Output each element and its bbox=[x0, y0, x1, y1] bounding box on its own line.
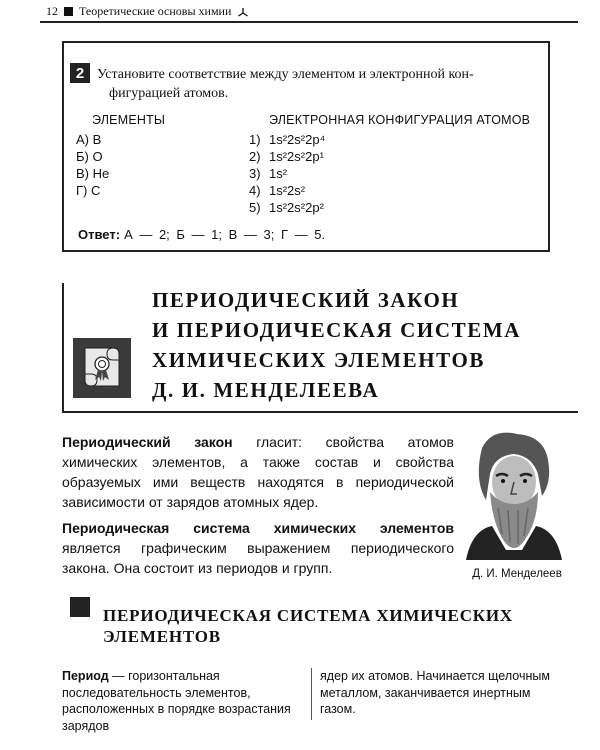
chapter-title-line: ХИМИЧЕСКИХ ЭЛЕМЕНТОВ bbox=[152, 348, 486, 372]
configs-list bbox=[249, 131, 325, 216]
square-bullet-icon bbox=[64, 7, 73, 16]
mendeleev-portrait bbox=[462, 430, 564, 560]
running-head-title: Теоретические основы химии bbox=[79, 4, 232, 18]
running-head bbox=[46, 4, 249, 19]
chapter-title bbox=[152, 285, 521, 405]
paragraph-periodic-law bbox=[62, 432, 454, 512]
task-prompt-line2: фигурацией атомов. bbox=[109, 86, 229, 101]
chapter-title-line: И ПЕРИОДИЧЕСКАЯ СИСТЕМА bbox=[152, 318, 522, 342]
paragraph-periodic-table-text: является графическим выражением периодического закона. Она состоит из периодов и групп. bbox=[62, 540, 454, 576]
elements-header: ЭЛЕМЕНТЫ bbox=[92, 113, 166, 127]
config-item bbox=[249, 165, 325, 182]
config-num: 3) bbox=[249, 166, 261, 181]
chapter-title-line: ПЕРИОДИЧЕСКИЙ ЗАКОН bbox=[152, 288, 460, 312]
term-period: Период bbox=[62, 669, 109, 683]
chapter-title-line: Д. И. МЕНДЕЛЕЕВА bbox=[152, 378, 380, 402]
column-left bbox=[62, 668, 308, 734]
element-item: Г) C bbox=[76, 183, 101, 198]
config-item bbox=[249, 131, 325, 148]
config-item bbox=[249, 148, 325, 165]
element-item: В) He bbox=[76, 166, 110, 181]
top-rule bbox=[40, 21, 578, 23]
term-periodic-table: Периодическая система химических элементов bbox=[62, 520, 454, 536]
paragraph-periodic-law-text: гласит: свойства атомов химических элементов, а также состав и свойства образуемых ими веществ находятся в периодической зависимости от зарядов атомных ядер. bbox=[62, 434, 454, 510]
config-formula: 1s²2s²2p² bbox=[269, 200, 324, 215]
task-prompt bbox=[97, 65, 543, 103]
portrait-caption: Д. И. Менделеев bbox=[472, 568, 562, 580]
element-item: Б) O bbox=[76, 149, 103, 164]
section-title bbox=[103, 605, 513, 647]
elements-list bbox=[76, 131, 109, 199]
config-item bbox=[249, 199, 325, 216]
molecule-icon bbox=[237, 7, 249, 17]
column-left-text: — горизонтальная последовательность элементов, расположенных в порядке возрастания зарядов bbox=[62, 669, 291, 733]
config-item bbox=[249, 182, 325, 199]
answer-text: А — 2; Б — 1; В — 3; Г — 5. bbox=[124, 227, 326, 242]
section-title-line: ЭЛЕМЕНТОВ bbox=[103, 627, 221, 646]
answer bbox=[78, 227, 325, 242]
element-item: А) B bbox=[76, 132, 102, 147]
task-prompt-line1: Установите соответствие между элементом и электронной кон- bbox=[97, 67, 474, 82]
configs-header: ЭЛЕКТРОННАЯ КОНФИГУРАЦИЯ АТОМОВ bbox=[269, 113, 531, 127]
chapter-rule-horizontal bbox=[62, 411, 578, 413]
config-num: 4) bbox=[249, 183, 261, 198]
config-num: 5) bbox=[249, 200, 261, 215]
config-formula: 1s²2s²2p⁴ bbox=[269, 132, 326, 147]
config-formula: 1s²2s² bbox=[269, 183, 306, 198]
config-num: 1) bbox=[249, 132, 261, 147]
task-number: 2 bbox=[70, 63, 90, 83]
page-number: 12 bbox=[46, 4, 58, 18]
config-num: 2) bbox=[249, 149, 261, 164]
column-divider bbox=[311, 668, 312, 720]
paragraph-periodic-table bbox=[62, 518, 454, 578]
config-formula: 1s²2s²2p¹ bbox=[269, 149, 324, 164]
task-box bbox=[62, 41, 550, 252]
term-periodic-law: Периодический закон bbox=[62, 434, 233, 450]
section-square-icon bbox=[70, 597, 90, 617]
config-formula: 1s² bbox=[269, 166, 288, 181]
section-title-line: ПЕРИОДИЧЕСКАЯ СИСТЕМА ХИМИЧЕСКИХ bbox=[103, 606, 514, 625]
column-right: ядер их атомов. Начинается щелочным металлом, заканчивается инертным газом. bbox=[320, 669, 550, 716]
scroll-medal-icon bbox=[73, 338, 131, 398]
chapter-rule-vertical bbox=[62, 283, 64, 413]
answer-label: Ответ: bbox=[78, 227, 121, 242]
